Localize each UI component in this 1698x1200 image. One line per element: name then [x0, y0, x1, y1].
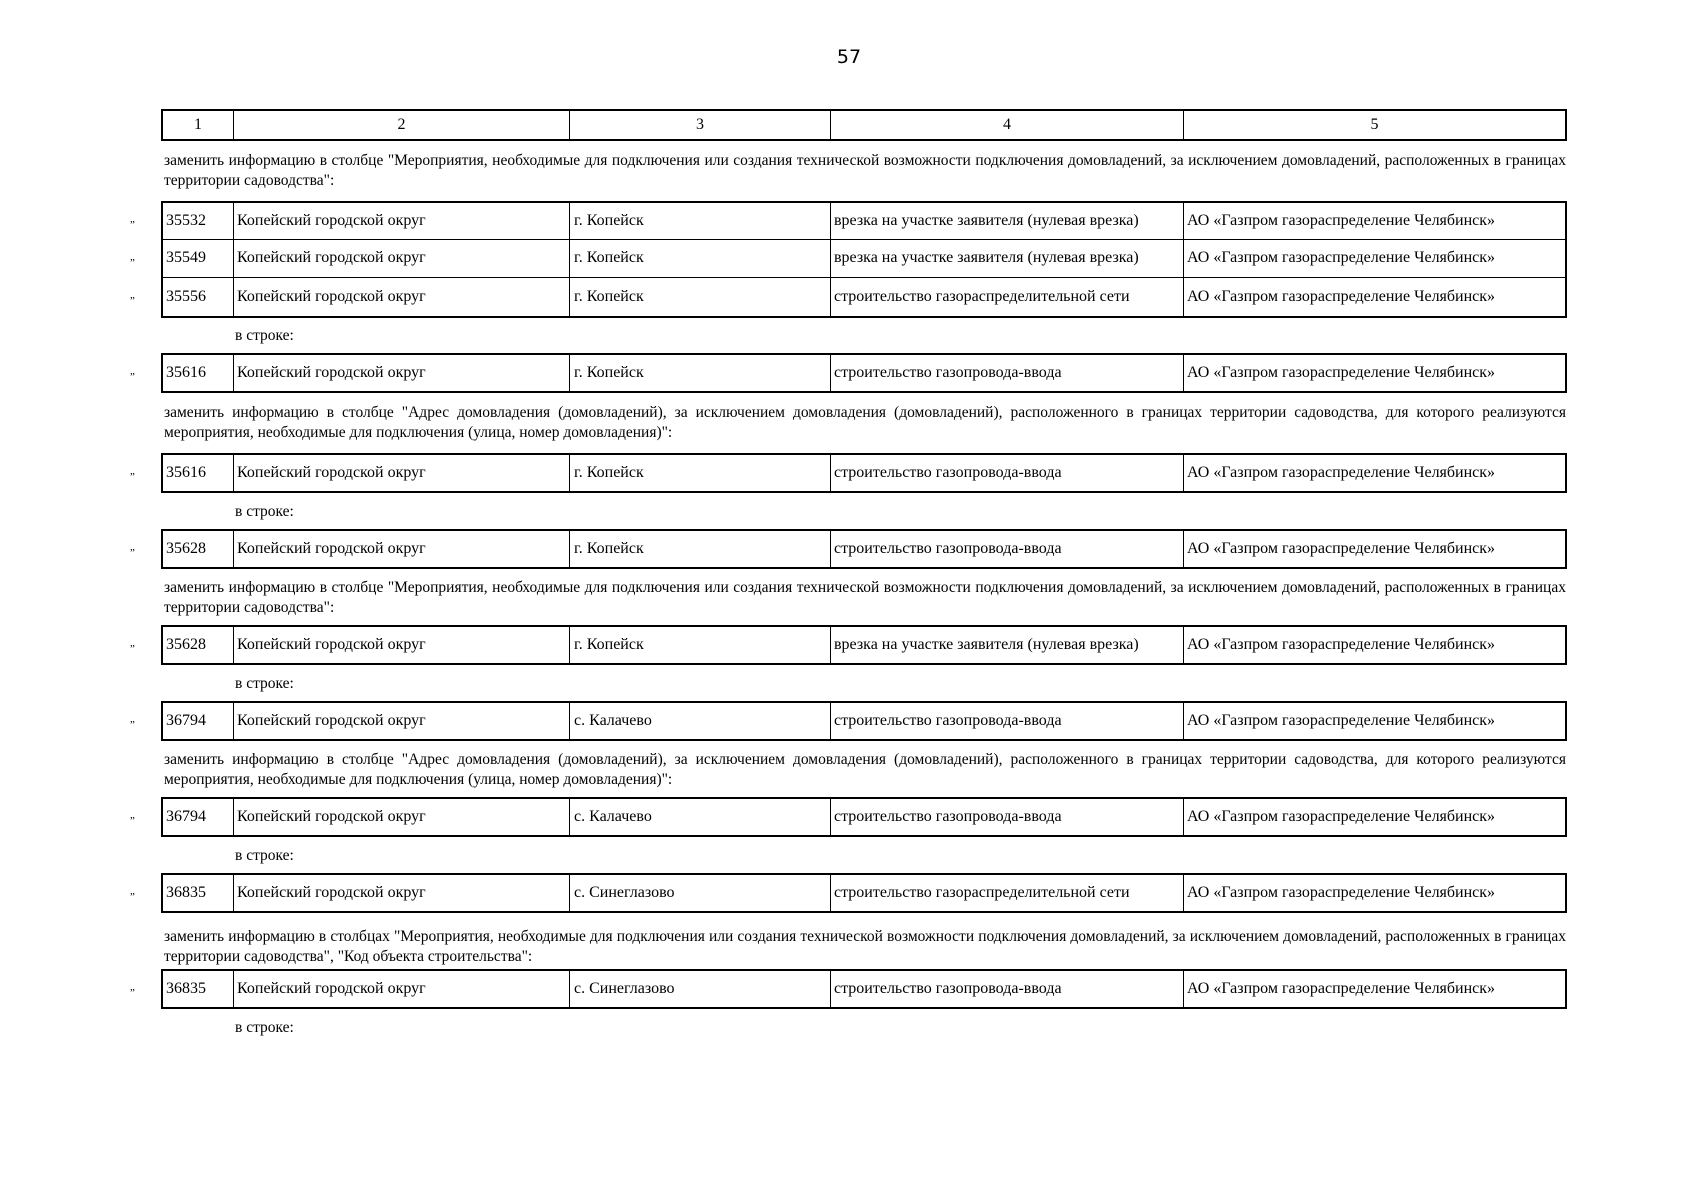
table-row [161, 969, 1567, 1009]
row-activity: строительство газораспределительной сети [830, 875, 1183, 911]
row-organization: АО «Газпром газораспределение Челябинск» [1183, 703, 1565, 739]
row-district: Копейский городской округ [233, 703, 569, 739]
row-district: Копейский городской округ [233, 875, 569, 911]
quote-mark: ” [130, 295, 135, 307]
quote-mark: ” [130, 471, 135, 483]
row-activity: строительство газопровода-ввода [830, 799, 1183, 835]
row-activity: строительство газопровода-ввода [830, 355, 1183, 391]
row-locality: с. Калачево [569, 799, 830, 835]
in-row-label: в строке: [235, 675, 294, 692]
column-header-row [161, 109, 1567, 141]
row-id: 35616 [166, 364, 206, 381]
row-district: Копейский городской округ [233, 355, 569, 391]
row-district: Копейский городской округ [233, 239, 569, 277]
instruction-text: заменить информацию в столбце "Мероприятия, необходимые для подключения или создания технической возможности подключения домовладений, за исключением домовладений, расположенных в границах территории садоводства": [164, 579, 1566, 616]
row-organization: АО «Газпром газораспределение Челябинск» [1183, 455, 1565, 491]
row-locality: г. Копейск [569, 627, 830, 663]
instruction-text: заменить информацию в столбцах "Мероприятия, необходимые для подключения или создания технической возможности подключения домовладений, за исключением домовладений, расположенных в границах территории садоводства", "Код объекта строительства": [164, 928, 1566, 965]
row-organization: АО «Газпром газораспределение Челябинск» [1183, 875, 1565, 911]
row-activity: строительство газораспределительной сети [830, 277, 1183, 316]
row-activity: врезка на участке заявителя (нулевая врезка) [830, 627, 1183, 663]
row-locality: с. Синеглазово [569, 971, 830, 1007]
row-organization: АО «Газпром газораспределение Челябинск» [1183, 799, 1565, 835]
table-row [161, 625, 1567, 665]
quote-mark: ” [130, 257, 135, 269]
row-district: Копейский городской округ [233, 203, 569, 239]
table-row [161, 453, 1567, 493]
table-row [161, 797, 1567, 837]
table-row [161, 201, 1567, 240]
row-organization: АО «Газпром газораспределение Челябинск» [1183, 531, 1565, 567]
row-organization: АО «Газпром газораспределение Челябинск» [1183, 203, 1565, 239]
row-district: Копейский городской округ [233, 627, 569, 663]
table-row [161, 873, 1567, 913]
table-row [161, 239, 1567, 278]
row-organization: АО «Газпром газораспределение Челябинск» [1183, 355, 1565, 391]
table-row [161, 277, 1567, 318]
quote-mark: ” [130, 643, 135, 655]
in-row-label: в строке: [235, 847, 294, 864]
table-row [161, 701, 1567, 741]
row-locality: с. Синеглазово [569, 875, 830, 911]
in-row-label: в строке: [235, 1019, 294, 1036]
row-district: Копейский городской округ [233, 455, 569, 491]
column-header-2: 2 [233, 111, 569, 139]
column-header-4: 4 [830, 111, 1183, 139]
row-locality: г. Копейск [569, 203, 830, 239]
column-header-5: 5 [1183, 111, 1565, 139]
row-locality: г. Копейск [569, 455, 830, 491]
row-activity: врезка на участке заявителя (нулевая врезка) [830, 203, 1183, 239]
row-id: 36794 [166, 712, 206, 729]
row-activity: строительство газопровода-ввода [830, 531, 1183, 567]
table-row [161, 353, 1567, 393]
row-district: Копейский городской округ [233, 277, 569, 316]
row-organization: АО «Газпром газораспределение Челябинск» [1183, 627, 1565, 663]
table-row [161, 529, 1567, 569]
row-organization: АО «Газпром газораспределение Челябинск» [1183, 971, 1565, 1007]
instruction-text: заменить информацию в столбце "Адрес домовладения (домовладений), за исключением домовладения (домовладений), расположенного в границах территории садоводства, для которого реализуются мероприятия, необходимые для подключения (улица, номер домовладения)": [164, 404, 1566, 441]
row-locality: г. Копейск [569, 531, 830, 567]
quote-mark: ” [130, 891, 135, 903]
quote-mark: ” [130, 987, 135, 999]
row-id: 35628 [166, 540, 206, 557]
page-number: 57 [836, 46, 862, 68]
quote-mark: ” [130, 219, 135, 231]
instruction-text: заменить информацию в столбце "Мероприятия, необходимые для подключения или создания технической возможности подключения домовладений, за исключением домовладений, расположенных в границах территории садоводства": [164, 152, 1566, 189]
row-id: 36794 [166, 808, 206, 825]
row-id: 35628 [166, 636, 206, 653]
row-locality: г. Копейск [569, 277, 830, 316]
in-row-label: в строке: [235, 327, 294, 344]
row-district: Копейский городской округ [233, 531, 569, 567]
row-organization: АО «Газпром газораспределение Челябинск» [1183, 277, 1565, 316]
instruction-text: заменить информацию в столбце "Адрес домовладения (домовладений), за исключением домовладения (домовладений), расположенного в границах территории садоводства, для которого реализуются мероприятия, необходимые для подключения (улица, номер домовладения)": [164, 751, 1566, 788]
row-locality: г. Копейск [569, 355, 830, 391]
column-header-3: 3 [569, 111, 830, 139]
row-district: Копейский городской округ [233, 971, 569, 1007]
row-id: 35556 [166, 287, 206, 305]
row-district: Копейский городской округ [233, 799, 569, 835]
row-activity: строительство газопровода-ввода [830, 971, 1183, 1007]
row-activity: строительство газопровода-ввода [830, 703, 1183, 739]
row-id: 36835 [166, 980, 206, 997]
row-organization: АО «Газпром газораспределение Челябинск» [1183, 239, 1565, 277]
row-id: 36835 [166, 884, 206, 901]
quote-mark: ” [130, 719, 135, 731]
quote-mark: ” [130, 371, 135, 383]
row-id: 35616 [166, 464, 206, 481]
row-id: 35549 [166, 249, 206, 266]
column-header-1: 1 [194, 116, 202, 133]
row-activity: врезка на участке заявителя (нулевая врезка) [830, 239, 1183, 277]
row-locality: с. Калачево [569, 703, 830, 739]
row-id: 35532 [166, 212, 206, 229]
row-locality: г. Копейск [569, 239, 830, 277]
in-row-label: в строке: [235, 503, 294, 520]
quote-mark: ” [130, 815, 135, 827]
row-activity: строительство газопровода-ввода [830, 455, 1183, 491]
quote-mark: ” [130, 547, 135, 559]
